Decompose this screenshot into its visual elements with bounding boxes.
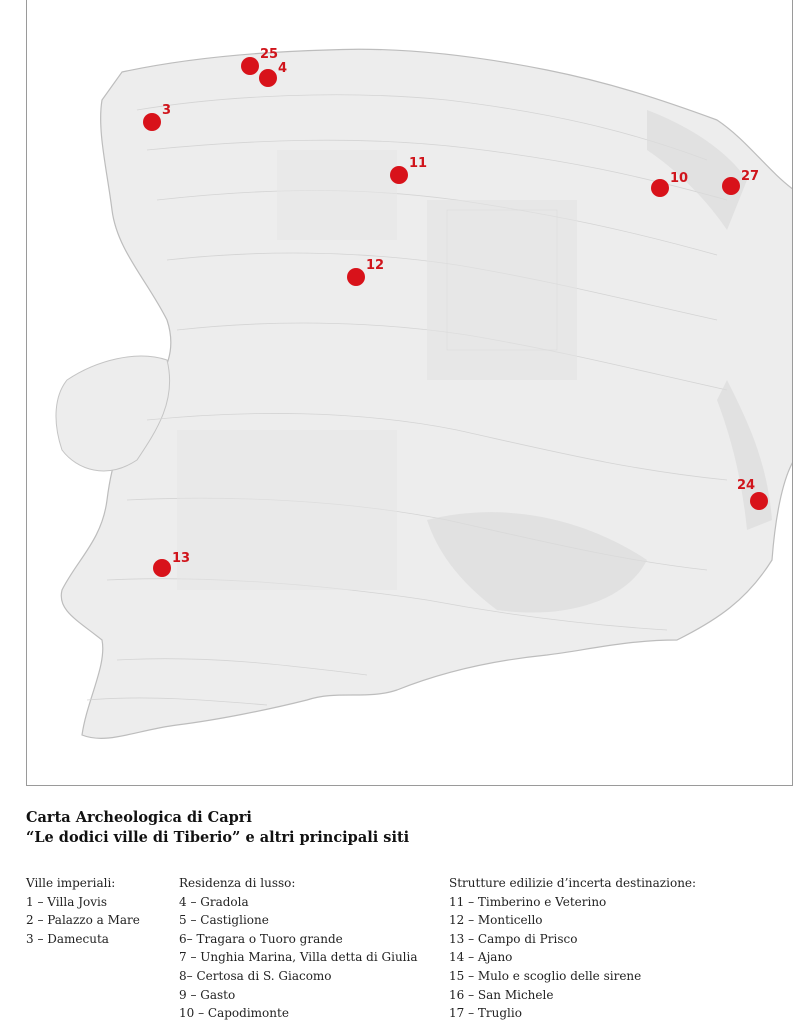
legend-heading: Residenza di lusso: (179, 876, 296, 890)
legend-item: 1 – Villa Jovis (26, 894, 108, 909)
legend-item: 13 – Campo di Prisco (449, 931, 578, 946)
legend-uncertain-structures (449, 874, 789, 1023)
legend-item: 3 – Damecuta (26, 931, 109, 946)
legend-item: 14 – Ajano (449, 950, 513, 965)
site-marker-3 (143, 113, 161, 131)
caption-title-line-2: “Le dodici ville di Tiberio” e altri principali siti (26, 829, 410, 846)
site-marker-27 (722, 177, 740, 195)
site-label-27: 27 (741, 169, 760, 184)
site-marker-11 (390, 166, 408, 184)
legend-item: 5 – Castiglione (179, 913, 269, 928)
site-label-4: 4 (278, 61, 288, 76)
archaeological-map (26, 0, 793, 786)
legend-heading: Ville imperiali: (26, 876, 116, 890)
legend-item: 7 – Unghia Marina, Villa detta di Giulia (179, 950, 418, 965)
site-label-25: 25 (260, 47, 279, 62)
site-marker-10 (651, 179, 669, 197)
legend-item: 4 – Gradola (179, 894, 249, 909)
legend-item: 8– Certosa di S. Giacomo (179, 968, 332, 983)
site-marker-13 (153, 559, 171, 577)
legend-luxury-residences (179, 874, 449, 1023)
site-marker-12 (347, 268, 365, 286)
legend-item: 17 – Truglio (449, 1006, 522, 1021)
map-canvas (27, 0, 793, 786)
legend-item: 9 – Gasto (179, 987, 236, 1002)
site-label-13: 13 (172, 551, 191, 566)
legend-item: 11 – Timberino e Veterino (449, 894, 607, 909)
legend-item: 16 – San Michele (449, 987, 554, 1002)
site-marker-24 (750, 492, 768, 510)
map-caption (26, 808, 786, 848)
caption-title-line-1: Carta Archeologica di Capri (26, 809, 252, 826)
site-label-3: 3 (162, 103, 172, 118)
site-label-24: 24 (737, 478, 756, 493)
legend-item: 10 – Capodimonte (179, 1006, 289, 1021)
legend-imperial-villas (26, 874, 176, 948)
legend-item: 6– Tragara o Tuoro grande (179, 931, 343, 946)
site-marker-4 (259, 69, 277, 87)
legend-item: 2 – Palazzo a Mare (26, 913, 140, 928)
site-label-11: 11 (409, 156, 428, 171)
legend-item: 15 – Mulo e scoglio delle sirene (449, 968, 642, 983)
legend-item: 12 – Monticello (449, 913, 543, 928)
site-label-12: 12 (366, 258, 385, 273)
site-marker-25 (241, 57, 259, 75)
site-label-10: 10 (670, 171, 689, 186)
legend-heading: Strutture edilizie d’incerta destinazione: (449, 876, 697, 890)
